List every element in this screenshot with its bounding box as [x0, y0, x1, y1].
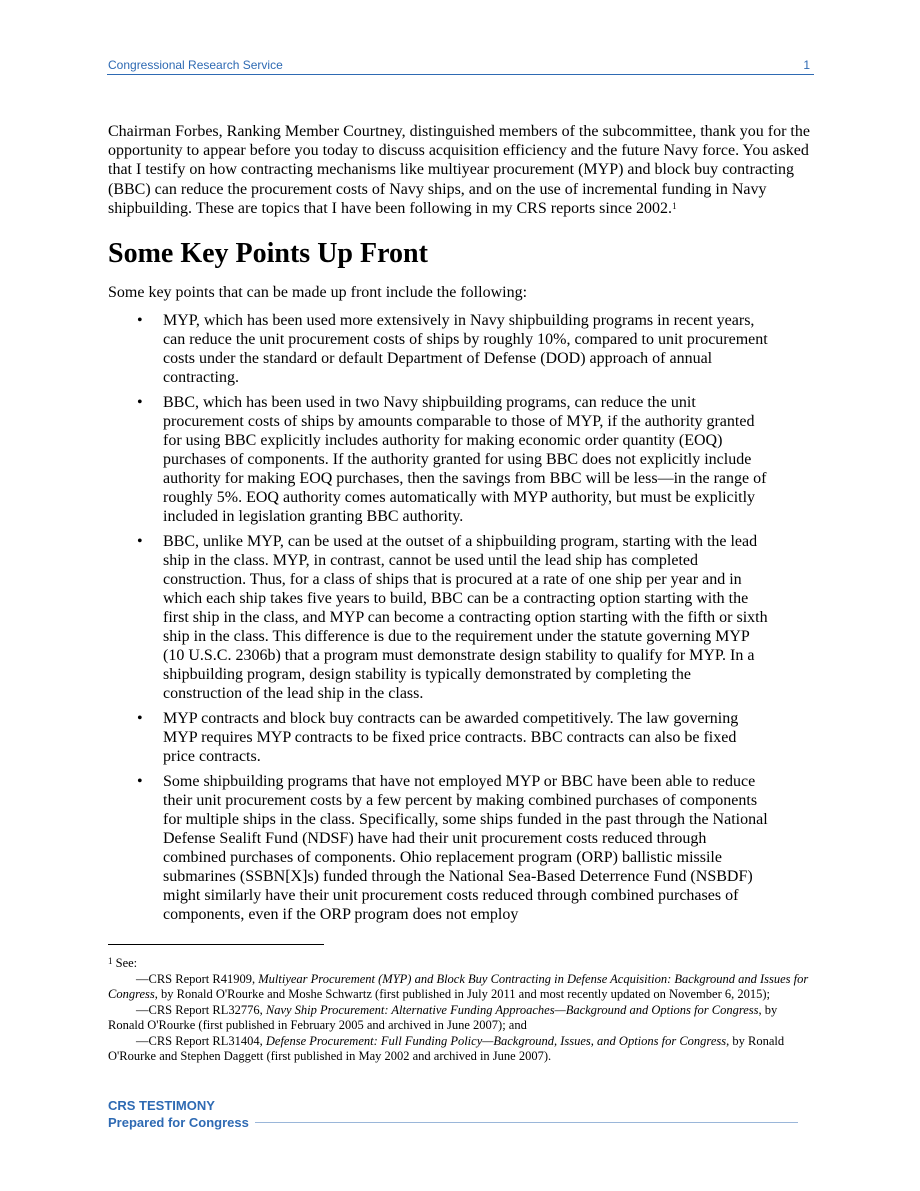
bullet-icon: •: [137, 533, 143, 550]
bullet-icon: •: [137, 312, 143, 329]
footnote-report-id: —CRS Report RL31404,: [136, 1033, 266, 1048]
footer-brand: [108, 1097, 798, 1131]
key-point-text: MYP, which has been used more extensively in Navy shipbuilding programs in recent years, can reduce the unit procurement costs of ships by roughly 10%, compared to unit procurement costs under the standard or default Department of Defense (DOD) approach of annual contracting.: [163, 312, 768, 386]
footnote-divider: [108, 944, 324, 945]
header-page-number: 1: [803, 58, 810, 72]
key-point-text: BBC, which has been used in two Navy shipbuilding programs, can reduce the unit procurement costs of ships by amounts comparable to those of MYP, if the authority granted for using BBC explicitly includes authority for making economic order quantity (EOQ) purchases of components. If the authority granted for using BBC does not explicitly include authority for making EOQ purchases, then the savings from BBC will be less—in the range of roughly 5%. EOQ authority comes automatically with MYP authority, but must be explicitly included in legislation granting BBC authority.: [163, 394, 767, 525]
key-point-text: BBC, unlike MYP, can be used at the outset of a shipbuilding program, starting with the lead ship in the class. MYP, in contrast, cannot be used until the lead ship has completed construction. Thus, for a class of ships that is procured at a rate of one ship per year and in which each ship takes five years to build, BBC can be a contracting option starting with the first ship in the class, and MYP can become a contracting option starting with the fifth or sixth ship in the class. This difference is due to the requirement under the statute governing MYP (10 U.S.C. 2306b) that a program must demonstrate design stability to qualify for MYP. In a shipbuilding program, design stability is typically demonstrated by completing the construction of the lead ship in the class.: [163, 533, 768, 702]
bullet-icon: •: [137, 394, 143, 411]
footnote-report-title[interactable]: Multiyear Procurement (MYP) and Block Buy Contracting in Defense Acquisition: Background and Issues for Congress: [108, 971, 809, 1001]
footnote-report-title[interactable]: Navy Ship Procurement: Alternative Funding Approaches—Background and Options for Congress: [265, 1002, 759, 1017]
footnote-ref[interactable]: 1: [672, 200, 677, 211]
footnote-marker: 1: [108, 956, 113, 966]
footnote-report-details: , by Ronald O'Rourke (first published in February 2005 and archived in June 2007); and: [108, 1002, 778, 1032]
footnote-entry: [108, 1034, 814, 1065]
bullet-icon: •: [137, 710, 143, 727]
key-point-text: MYP contracts and block buy contracts can be awarded competitively. The law governing MYP requires MYP contracts to be fixed price contracts. BBC contracts can also be fixed price contracts.: [163, 710, 739, 765]
key-point: [108, 532, 768, 703]
section-lead: Some key points that can be made up front include the following:: [108, 284, 528, 301]
key-point: [108, 311, 768, 387]
footnote-report-title[interactable]: Defense Procurement: Full Funding Policy—Background, Issues, and Options for Congress: [265, 1033, 727, 1048]
page-header: [107, 56, 814, 75]
footnote-see: See:: [115, 956, 138, 970]
key-point: [108, 772, 768, 924]
bullet-icon: •: [137, 773, 143, 790]
footnote-heading: [108, 956, 814, 972]
intro-paragraph: [108, 122, 814, 218]
footnote-entry: [108, 972, 814, 1003]
footnote-report-details: , by Ronald O'Rourke and Moshe Schwartz (first published in July 2011 and most recently updated on November 6, 2015);: [154, 987, 770, 1001]
footnote-report-id: —CRS Report RL32776,: [136, 1002, 266, 1017]
footnote-entry: [108, 1003, 814, 1034]
footer-rule: [255, 1122, 798, 1123]
footer-brand-line2-row: [108, 1114, 798, 1131]
key-point: [108, 393, 768, 526]
key-points-list: [108, 311, 768, 930]
key-point: [108, 709, 768, 766]
footnote-report-details: , by Ronald O'Rourke and Stephen Daggett (first published in May 2002 and archived in June 2007).: [108, 1033, 785, 1063]
key-point-text: Some shipbuilding programs that have not employed MYP or BBC have been able to reduce their unit procurement costs by a few percent by making combined purchases of components for multiple ships in the class. Specifically, some ships funded in the past through the National Defense Sealift Fund (NDSF) have had their unit procurement costs reduced through combined purchases of components. Ohio replacement program (ORP) ballistic missile submarines (SSBN[X]s) funded through the National Sea-Based Deterrence Fund (NSBDF) might similarly have their unit procurement costs reduced through combined purchases of components, even if the ORP program does not employ: [163, 773, 768, 923]
header-org: Congressional Research Service: [108, 58, 283, 72]
intro-text: Chairman Forbes, Ranking Member Courtney, distinguished members of the subcommittee, thank you for the opportunity to appear before you today to discuss acquisition efficiency and the future Navy force. You asked that I testify on how contracting mechanisms like multiyear procurement (MYP) and block buy contracting (BBC) can reduce the procurement costs of Navy ships, and on the use of incremental funding in Navy shipbuilding. These are topics that I have been following in my CRS reports since 2002.: [108, 123, 810, 217]
footer-brand-line1: CRS TESTIMONY: [108, 1098, 215, 1113]
footnote-report-id: —CRS Report R41909,: [136, 971, 259, 986]
section-heading: Some Key Points Up Front: [108, 238, 428, 269]
footnotes: [108, 956, 814, 1065]
footer-brand-line2: Prepared for Congress: [108, 1115, 249, 1130]
